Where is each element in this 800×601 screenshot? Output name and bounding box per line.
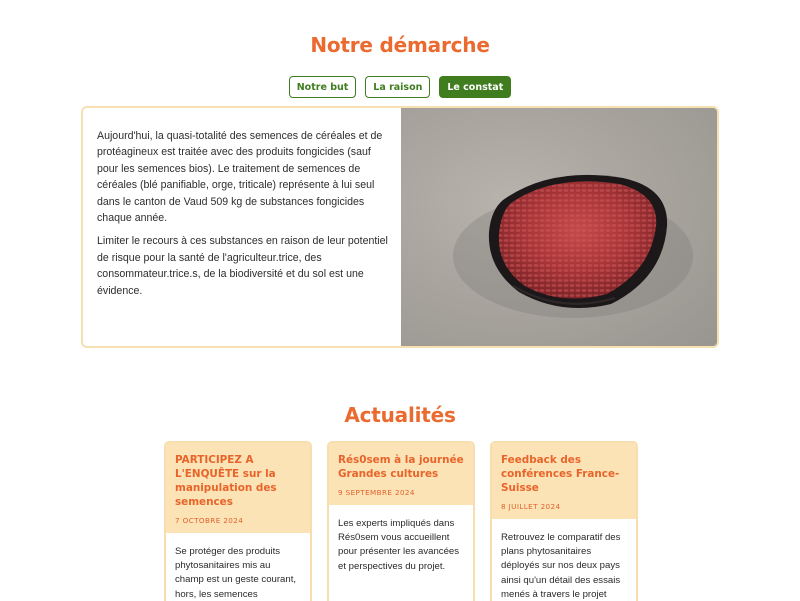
news-card-excerpt: Se protéger des produits phytosanitaires mis au champ est un geste courant, hors, les semences — [175, 546, 297, 600]
seed-bowl-image — [401, 108, 717, 346]
news-card-header — [492, 443, 636, 519]
news-card-header — [166, 443, 310, 533]
news-card-date: 7 OCTOBRE 2024 — [175, 516, 244, 525]
news-card-list — [164, 441, 638, 601]
tab-content-panel — [81, 106, 719, 348]
section-title-demarche: Notre démarche — [310, 33, 490, 57]
paragraph-limiter: Limiter le recours à ces substances en raison de leur potentiel de risque pour la santé de l'agriculteur.trice, des consommateur.trice.s, de la biodiversité et du sol est une évidence. — [97, 235, 388, 297]
news-card-title[interactable]: PARTICIPEZ A L'ENQUÊTE sur la manipulation des semences — [175, 454, 277, 508]
tab-le-constat[interactable]: Le constat — [439, 76, 511, 98]
news-card-date: 8 JUILLET 2024 — [501, 502, 561, 511]
news-card-date: 9 SEPTEMBRE 2024 — [338, 488, 415, 497]
panel-text — [83, 108, 401, 346]
tab-bar — [0, 76, 800, 98]
tab-notre-but[interactable]: Notre but — [289, 76, 357, 98]
news-card-excerpt: Les experts impliqués dans Rés0sem vous accueillent pour présenter les avancées et perspectives du projet. — [338, 518, 460, 572]
seed-bowl-illustration — [401, 108, 717, 346]
news-card[interactable] — [327, 441, 475, 601]
news-card-title[interactable]: Feedback des conférences France-Suisse — [501, 454, 620, 494]
news-card-title[interactable]: Rés0sem à la journée Grandes cultures — [338, 454, 464, 480]
section-title-actualites: Actualités — [344, 403, 456, 427]
news-card[interactable] — [164, 441, 312, 601]
paragraph-constat: Aujourd'hui, la quasi-totalité des semences de céréales et de protéagineux est traitée avec des produits fongicides (sauf pour les semences bios). Le traitement de semences de céréales (blé panifiable, orge, triticale) représente à lui seul dans le canton de Vaud 509 kg de substances fongicides chaque année. — [97, 130, 383, 225]
tab-la-raison[interactable]: La raison — [365, 76, 430, 98]
news-card[interactable] — [490, 441, 638, 601]
news-card-excerpt: Retrouvez le comparatif des plans phytosanitaires déployés sur nos deux pays ainsi qu'un détail des essais menés à travers le projet — [501, 532, 621, 600]
news-card-header — [329, 443, 473, 505]
